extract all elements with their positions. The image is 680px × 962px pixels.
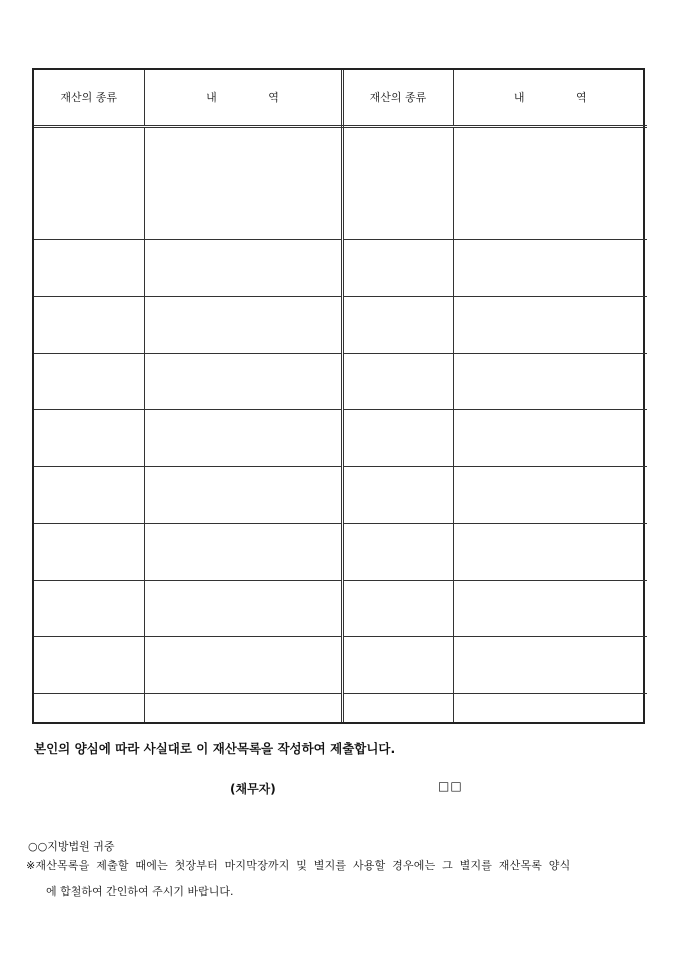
court-addressee: ○○지방법원 귀중 bbox=[28, 840, 115, 853]
property-type-cell[interactable] bbox=[34, 694, 144, 722]
details-cell[interactable] bbox=[144, 126, 342, 240]
details-cell[interactable] bbox=[144, 694, 342, 722]
property-type-cell[interactable] bbox=[34, 126, 144, 240]
property-type-cell[interactable] bbox=[342, 353, 453, 410]
details-cell[interactable] bbox=[453, 240, 647, 297]
details-cell[interactable] bbox=[453, 410, 647, 467]
property-type-cell[interactable] bbox=[34, 296, 144, 353]
property-type-cell[interactable] bbox=[34, 353, 144, 410]
table-row bbox=[34, 694, 647, 722]
details-cell[interactable] bbox=[144, 410, 342, 467]
property-type-cell[interactable] bbox=[342, 410, 453, 467]
details-cell[interactable] bbox=[453, 126, 647, 240]
table-row bbox=[34, 467, 647, 524]
details-cell[interactable] bbox=[144, 637, 342, 694]
table-row bbox=[34, 410, 647, 467]
details-cell[interactable] bbox=[453, 637, 647, 694]
details-cell[interactable] bbox=[453, 467, 647, 524]
property-type-cell[interactable] bbox=[342, 694, 453, 722]
property-type-cell[interactable] bbox=[34, 240, 144, 297]
property-type-cell[interactable] bbox=[34, 637, 144, 694]
declaration-text: 본인의 양심에 따라 사실대로 이 재산목록을 작성하여 제출합니다. bbox=[34, 741, 396, 756]
property-type-cell[interactable] bbox=[34, 467, 144, 524]
debtor-label: (채무자) bbox=[230, 782, 276, 796]
table-row bbox=[34, 523, 647, 580]
property-type-cell[interactable] bbox=[34, 410, 144, 467]
property-type-cell[interactable] bbox=[342, 296, 453, 353]
details-cell[interactable] bbox=[144, 296, 342, 353]
property-type-cell[interactable] bbox=[342, 467, 453, 524]
details-cell[interactable] bbox=[453, 296, 647, 353]
table-row bbox=[34, 240, 647, 297]
header-property-type-right: 재산의 종류 bbox=[342, 70, 453, 126]
submission-note-line-2: 에 합철하여 간인하여 주시기 바랍니다. bbox=[46, 885, 234, 898]
details-cell[interactable] bbox=[144, 353, 342, 410]
table-row bbox=[34, 637, 647, 694]
header-row bbox=[34, 70, 647, 126]
property-type-cell[interactable] bbox=[342, 637, 453, 694]
property-type-cell[interactable] bbox=[34, 523, 144, 580]
details-cell[interactable] bbox=[144, 467, 342, 524]
details-cell[interactable] bbox=[144, 523, 342, 580]
table-row bbox=[34, 580, 647, 637]
header-property-type-left: 재산의 종류 bbox=[34, 70, 144, 126]
details-cell[interactable] bbox=[453, 523, 647, 580]
details-cell[interactable] bbox=[144, 240, 342, 297]
header-details-left: 내 역 bbox=[144, 70, 342, 126]
property-type-cell[interactable] bbox=[342, 580, 453, 637]
property-type-cell[interactable] bbox=[342, 523, 453, 580]
property-type-cell[interactable] bbox=[342, 240, 453, 297]
property-list-table bbox=[32, 68, 645, 724]
details-cell[interactable] bbox=[453, 694, 647, 722]
table-row bbox=[34, 126, 647, 240]
table-row bbox=[34, 353, 647, 410]
submission-note-line-1: ※재산목록을 제출할 때에는 첫장부터 마지막장까지 및 별지를 사용할 경우에는 그 별지를 재산목록 양식 bbox=[26, 859, 571, 872]
seal-mark: □□ bbox=[438, 779, 463, 793]
table-row bbox=[34, 296, 647, 353]
details-cell[interactable] bbox=[453, 580, 647, 637]
details-cell[interactable] bbox=[453, 353, 647, 410]
header-details-right: 내 역 bbox=[453, 70, 647, 126]
details-cell[interactable] bbox=[144, 580, 342, 637]
property-type-cell[interactable] bbox=[342, 126, 453, 240]
property-grid bbox=[34, 70, 647, 722]
property-type-cell[interactable] bbox=[34, 580, 144, 637]
